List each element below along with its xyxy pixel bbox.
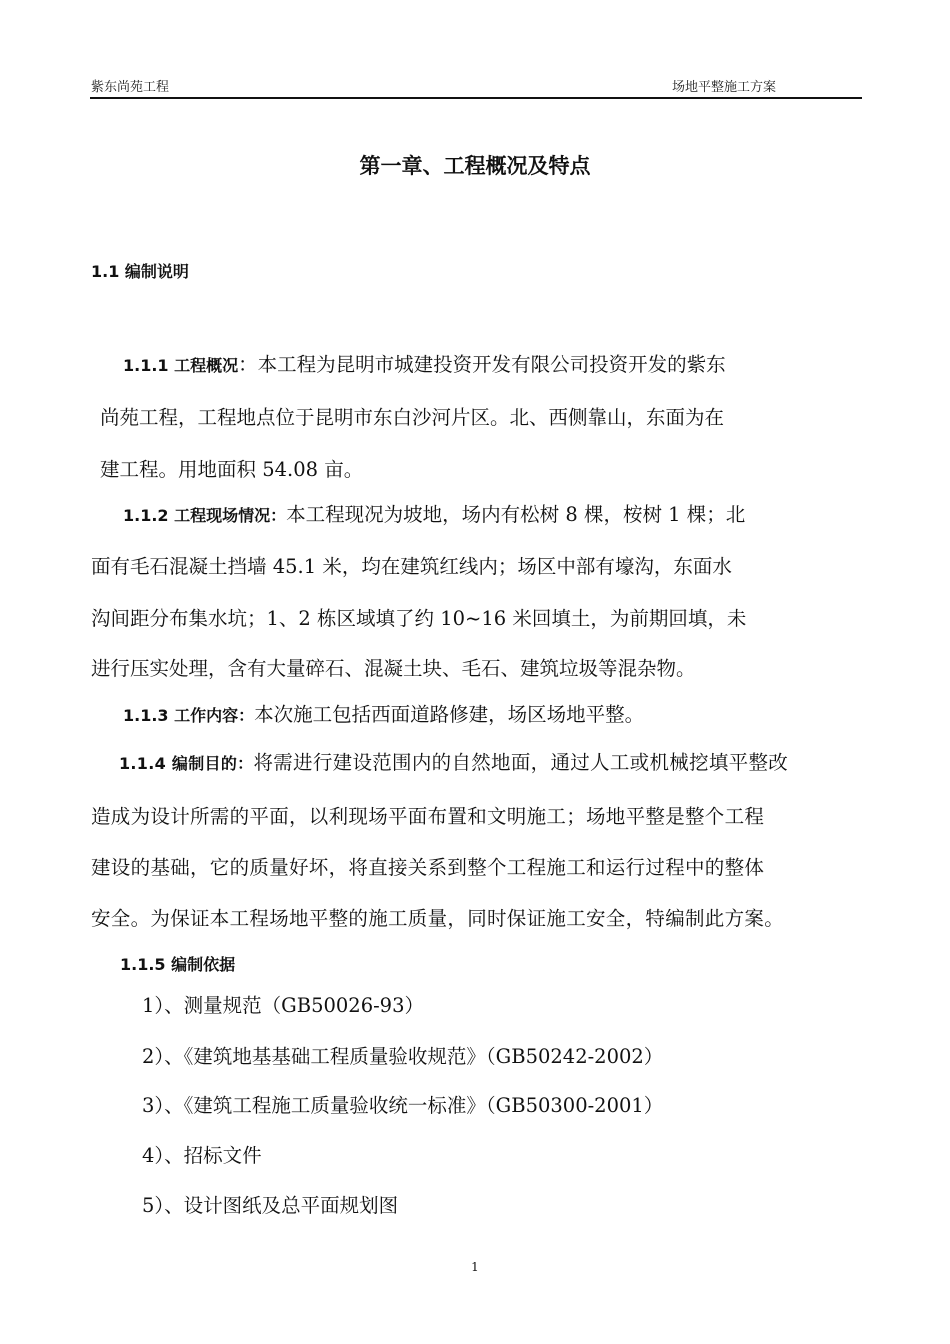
- reference-item-2: 2）、《建筑地基基础工程质量验收规范》（GB50242-2002）: [142, 1045, 664, 1068]
- purpose-text-1: 将需进行建设范围内的自然地面，通过人工或机械挖填平整改: [253, 751, 789, 774]
- header-project-name: 紫东尚苑工程: [91, 80, 170, 95]
- reference-item-5: 5）、设计图纸及总平面规划图: [142, 1194, 399, 1217]
- site-label: 1.1.2 工程现场情况：: [123, 506, 287, 525]
- site-text-1: 本工程现况为坡地，场内有松树 8 棵，桉树 1 棵；北: [286, 503, 746, 526]
- work-label: 1.1.3 工作内容：: [123, 706, 255, 725]
- overview-line-3: 建工程。用地面积 54.08 亩。: [100, 458, 364, 481]
- purpose-label: 1.1.4 编制目的：: [119, 754, 254, 773]
- header-divider: [90, 97, 862, 99]
- purpose-line-2: 造成为设计所需的平面，以利现场平面布置和文明施工；场地平整是整个工程: [91, 805, 765, 828]
- reference-item-4: 4）、招标文件: [142, 1144, 262, 1167]
- reference-item-1: 1）、测量规范（GB50026-93）: [142, 994, 424, 1017]
- overview-line-1: [123, 349, 726, 377]
- site-line-2: 面有毛石混凝土挡墙 45.1 米，均在建筑红线内；场区中部有壕沟，东面水: [91, 555, 732, 578]
- reference-item-3: 3）、《建筑工程施工质量验收统一标准》（GB50300-2001）: [142, 1094, 664, 1117]
- site-line-1: [123, 499, 745, 527]
- page-number: 1: [471, 1260, 479, 1274]
- header-document-title: 场地平整施工方案: [672, 80, 777, 95]
- work-line-1: [123, 699, 644, 727]
- overview-line-2: 尚苑工程，工程地点位于昆明市东白沙河片区。北、西侧靠山，东面为在: [100, 406, 725, 429]
- site-line-3: 沟间距分布集水坑；1、2 栋区域填了约 10~16 米回填土，为前期回填，未: [91, 607, 747, 630]
- site-line-4: 进行压实处理，含有大量碎石、混凝土块、毛石、建筑垃圾等混杂物。: [91, 657, 696, 680]
- overview-text-1: ：本工程为昆明市城建投资开发有限公司投资开发的紫东: [238, 353, 726, 376]
- section-title: 1.1 编制说明: [91, 262, 189, 281]
- purpose-line-4: 安全。为保证本工程场地平整的施工质量，同时保证施工安全，特编制此方案。: [91, 907, 785, 930]
- overview-label: 1.1.1 工程概况: [123, 356, 239, 375]
- purpose-line-3: 建设的基础，它的质量好坏，将直接关系到整个工程施工和运行过程中的整体: [91, 856, 765, 879]
- work-text-1: 本次施工包括西面道路修建，场区场地平整。: [254, 703, 645, 726]
- basis-heading: 1.1.5 编制依据: [120, 955, 236, 974]
- chapter-title: 第一章、工程概况及特点: [359, 154, 591, 178]
- purpose-line-1: [119, 747, 788, 775]
